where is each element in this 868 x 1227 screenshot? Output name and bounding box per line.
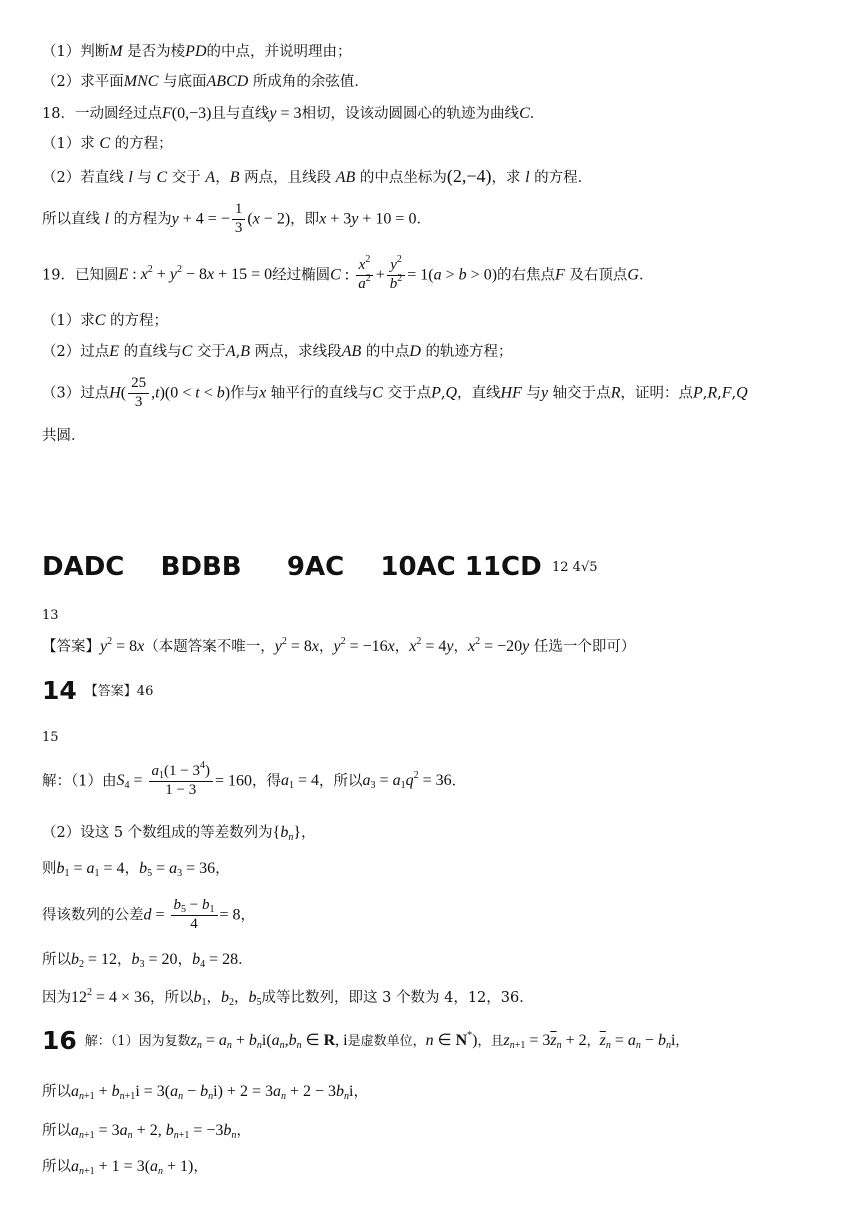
solution-15-step1: 解：（1）由$S_4$ = $\frac{a_1(1 - 3^4)}{1 - 3}$ = 160，得$a_1 = 4$，所以$a_3 = a_1q^2 = 36$． (42, 760, 467, 798)
question-18: 18．一动圆经过点F(0,−3)且与直线y = 3相切，设该动圆圆心的轨迹为曲线C． (42, 105, 545, 122)
solution-15-step5: 所以$b_2 = 12$，$b_3 = 20$，$b_4 = 28$． (42, 951, 253, 970)
solution-15-step4: 得该数列的公差d = $\frac{b_5 - b_1}{4}$ = 8， (42, 897, 256, 932)
question-18-part2: （2）若直线 l 与 C 交于 A，B 两点，且线段 AB 的中点坐标为(2,−4)，求 l 的方程． (42, 166, 593, 186)
solution-15-step2: （2）设这 5 个数组成的等差数列为$\{b_n\}$， (42, 824, 316, 843)
solution-16-step3: 所以$a_{n+1} = 3a_n + 2$, $b_{n+1} = -3b_n$， (42, 1122, 251, 1141)
question-13-number: 13 (42, 608, 59, 623)
solution-16-step1: 16 解：（1）因为复数$z_n = a_n + b_ni(a_n,b_n$ ∈ R, i是虚数单位，n ∈ N*)，且$z_{n+1} = 3\overline{z}_n + 2$，$\overline{z}_n = a_n - b_ni$， (42, 1026, 689, 1055)
question-19-part2: （2）过点E 的直线与C 交于A,B 两点，求线段AB 的中点D 的轨迹方程； (42, 343, 513, 360)
text-line-q17-part2: （2）求平面MNC 与底面ABCD 所成角的余弦值． (42, 73, 369, 90)
text-line-q17-part1: （1）判断M 是否为棱PD的中点，并说明理由； (42, 43, 352, 60)
question-15-number: 15 (42, 730, 59, 745)
solution-15-step6: 因为$12^2 = 4 \times 36$，所以$b_1$，$b_2$，$b_5$成等比数列，即这 3 个数为 4，12，36． (42, 987, 534, 1008)
answer-12: 12 4√5 (552, 560, 598, 575)
question-19-part3-cont: 共圆． (42, 428, 86, 444)
question-18-answer: 所以直线 l 的方程为y + 4 = − $\frac{1}{3}$ (x − 2)，即x + 3y + 10 = 0． (42, 201, 431, 236)
answer-13: 【答案】$y^2 = 8x$（本题答案不唯一，$y^2 = 8x$，$y^2 = -16x$，$x^2 = 4y$，$x^2 = -20y$ 任选一个即可） (42, 636, 636, 655)
question-18-part1: （1）求 C 的方程； (42, 135, 173, 152)
solution-16-step2: 所以$a_{n+1} + b_{n+1}i = 3(a_n - b_ni) + 2 = 3a_n + 2 - 3b_ni$， (42, 1083, 368, 1102)
question-19: 19．已知圆E : $x^2 + y^2 - 8x + 15 = 0$经过椭圆C : $\frac{x^2}{a^2}$ + $\frac{y^2}{b^2}$ = 1(a > b > 0)的右焦点F 及右顶点G． (42, 254, 654, 292)
question-19-part1: （1）求C 的方程； (42, 312, 169, 329)
solution-16-step4: 所以$a_{n+1} + 1 = 3(a_n + 1)$， (42, 1158, 208, 1177)
solution-15-step3: 则$b_1 = a_1 = 4$，$b_5 = a_3 = 36$， (42, 860, 230, 879)
question-19-part3: （3）过点H( $\frac{25}{3}$ ,t)(0 < t < b)作与x 轴平行的直线与C 交于点P,Q，直线HF 与y 轴交于点R，证明：点P,R,F,Q (42, 375, 748, 410)
answer-key-row: DADC BDBB 9AC 10AC 11CD (42, 552, 542, 582)
question-14: 14 【答案】46 (42, 676, 154, 705)
